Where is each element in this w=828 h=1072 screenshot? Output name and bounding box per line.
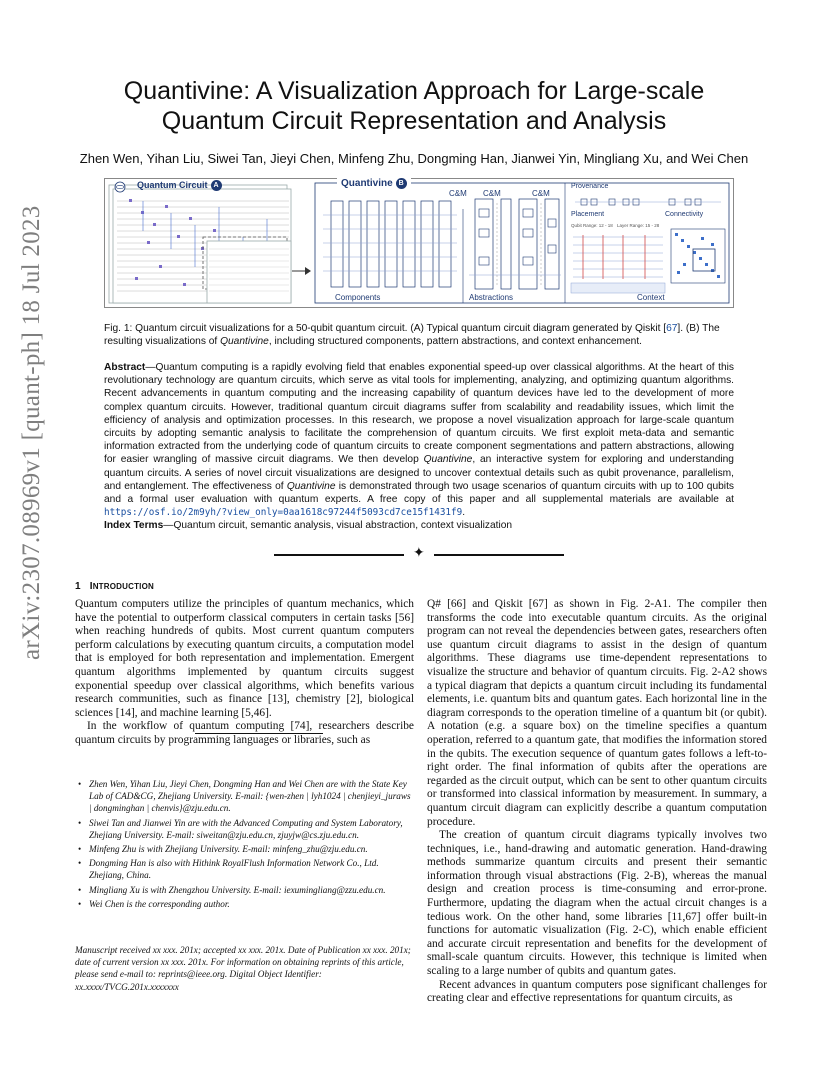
caption-text-3: , including structured components, pattern abstractions, and context enhancement. [268,336,643,347]
abstract-text-3: is demonstrated through two usage scenarios of quantum circuits with up to 100 qubits and a formal user evaluation with quantum experts. A free copy of this paper and all supplemental materials are available at [104,480,734,506]
divider-line-left [274,554,404,556]
panel-a-title: Quantum Circuit [137,180,208,190]
intro-paragraph-5: Recent advances in quantum computers pose significant challenges for creating clear and effective representations for quantum circuits, as [427,978,767,1005]
context-label: Context [637,293,665,302]
footnote-item: • Dongming Han is also with Hithink RoyalFlush Information Network Co., Ltd. Zhejiang, China. [89,857,414,881]
panel-b-badge: B [396,178,407,189]
caption-text-2: ]. (B) The resulting visualizations of [104,323,720,347]
author-list: Zhen Wen, Yihan Liu, Siwei Tan, Jieyi Chen, Minfeng Zhu, Dongming Han, Jianwei Yin, Mingliang Xu, and Wei Chen [79,151,749,166]
cm-label-1: C&M [449,189,467,198]
footnote-item: • Wei Chen is the corresponding author. [89,898,414,910]
footnote-item: • Minfeng Zhu is with Zhejiang University. E-mail: minfeng_zhu@zju.edu.cn. [89,843,414,855]
components-label: Components [335,293,381,302]
divider-line-right [434,554,564,556]
paper-title [0,76,828,136]
caption-text-1: Fig. 1: Quantum circuit visualizations for a 50-qubit quantum circuit. (A) Typical quantum circuit diagram generated by Qiskit [ [104,323,667,334]
intro-paragraph-2: In the workflow of quantum computing [74], researchers describe quantum circuits by programming languages or libraries, such as [75,720,414,746]
cm-label-3: C&M [532,189,550,198]
title-line-1: Quantivine: A Visualization Approach for Large-scale [123,77,705,105]
cm-label-2: C&M [483,189,501,198]
footnote-item: • Zhen Wen, Yihan Liu, Jieyi Chen, Dongming Han and Wei Chen are with the State Key Lab of CAD&CG, Zhejiang University. E-mail: {wen-zhen | lyh1024 | chenjieyi_juraws | dongminghan | chenvis}@zju.edu.cn. [89,778,414,815]
connectivity-label: Connectivity [665,211,704,218]
panel-b-label [337,178,411,189]
caption-system-name: Quantivine [220,336,269,347]
arxiv-side-stamp: arXiv:2307.08969v1 [quant-ph] 18 Jul 2023 [18,205,45,660]
affiliation-footnotes [75,778,414,912]
footnote-item: • Mingliang Xu is with Zhengzhou University. E-mail: iexumingliang@zzu.edu.cn. [89,884,414,896]
teaser-figure [104,178,734,308]
abstract-system-name-1: Quantivine [423,454,473,466]
teaser-figure-graphic [105,179,733,307]
panel-b-title: Quantivine [341,178,393,190]
intro-paragraph-4: The creation of quantum circuit diagrams typically involves two techniques, i.e., hand-drawing and automatic generation. Hand-drawing methods summarize quantum circuits and present their semantic information through visual abstractions (Fig. 2-B), whereas the manual design and creation process is time-consuming and error-prone. Furthermore, updating the diagram when the actual circuit changes is a tedious work. On the other hand, some libraries [11,67] offer built-in functions for automatic visualization (Fig. 2-C), which enable efficient and accurate circuit representation and benefits for the development of small-scale quantum circuits. However, this technique is limited when scaling to a large number of qubits and quantum gates. [427,829,767,978]
abstract-system-name-2: Quantivine [286,480,336,492]
footnote-item: • Siwei Tan and Jianwei Yin are with the Advanced Computing and System Laboratory, Zhejiang University. E-mail: siweitan@zju.edu.cn, zjuyjw@cs.zju.edu.cn. [89,817,414,841]
abstract-label: Abstract [104,362,146,373]
figure-caption [104,322,734,348]
layer-range-label: Layer Range: 15 - 28 [617,223,660,228]
index-terms-label: Index Terms [104,520,164,531]
placement-label: Placement [571,211,605,218]
qubit-range-label: Qubit Range: 12 - 18 [571,223,613,228]
intro-paragraph-1: Quantum computers utilize the principles of quantum mechanics, which have the potential to outperform classical computers in certain tasks [56] when reaching hundreds of qubits. Most current quantum computers perform calculations by executing quantum circuits, a computation model that is employed for both representation and implementation. Emergent quantum algorithms implemented by quantum circuits suggest exponential speedup over classical algorithms, which benefits various research communities, such as finance [13], chemistry [2], biological sciences [14], and machine learning [5,46]. [75,598,414,719]
section-divider [274,548,564,562]
section-title-initial: I [89,581,93,592]
right-column [427,598,767,1006]
panel-a-badge: A [211,180,222,191]
abstract-text-2: , an interactive system for exploring and understanding quantum circuits. A series of novel circuit visualizations are designed to uncover contextual details such as qubit provenance, parallelism, and entanglement. The effectiveness of [104,454,734,492]
index-terms-text: —Quantum circuit, semantic analysis, visual abstraction, context visualization [163,520,513,531]
abstract-text-1: —Quantum computing is a rapidly evolving field that enables exponential speed-up over classical algorithms. At the heart of this revolutionary technology are quantum circuits, which serve as vital tools for implementing, analyzing, and optimizing quantum algorithms. Recent advancements in quantum computing and the increasing capability of quantum devices have led to the development of more complex quantum circuits. However, traditional quantum circuit diagrams suffer from scalability and readability issues, which limit the efficiency of analysis and optimization processes. In this research, we propose a novel visualization approach for large-scale quantum circuits by adopting semantic analysis to facilitate the comprehension of quantum circuits. We first exploit meta-data and semantic information extracted from the underlying code of quantum circuits to create component segmentations and pattern abstractions, allowing for easier wrangling of massive circuit diagrams. We then develop [104,362,734,466]
left-column [75,598,414,748]
divider-star-icon: ✦ [413,546,425,561]
section-heading [75,581,154,592]
index-terms [104,520,734,531]
caption-citation-link[interactable]: 67 [666,323,678,334]
section-title-rest: NTRODUCTION [92,582,154,591]
panel-a-label [137,180,222,191]
abstract-end: . [462,507,466,519]
abstract [104,361,734,519]
intro-paragraph-3: Q# [66] and Qiskit [67] as shown in Fig. 2-A1. The compiler then transforms the code into executable quantum circuits. As the original program can not reveal the dependencies between gates, researchers often use quantum circuit diagrams to assist in the design of quantum algorithms. These diagrams use time-dependent representations to visualize the structure and behavior of quantum circuits. Fig. 2-A2 shows a typical diagram that depicts a quantum circuit including its fundamental elements, i.e. quantum bits and quantum gates. Each horizontal line in the diagram corresponds to the operation timeline of a quantum bit (or qubit). A notation (e.g. a square box) on the timeline specifies a quantum operation, referred to a quantum gate, that modifies the information stored in the qubits. The execution sequence of quantum gates follows a left-to-right order. The final information of qubits after the operations are regarded as the circuit output, which can be sent to other quantum circuits or transformed into classical information by measurement. In summary, a quantum circuit diagram can explicitly describe a quantum computation procedure. [427,598,767,828]
footnote-rule [195,733,323,734]
manuscript-note: Manuscript received xx xxx. 201x; accepted xx xxx. 201x. Date of Publication xx xxx. 201x; date of current version xx xxx. 201x. For information on obtaining reprints of this article, please send e-mail to: reprints@ieee.org. Digital Object Identifier: xx.xxxx/TVCG.201x.xxxxxxx [75,945,411,992]
supplemental-url-link[interactable]: https://osf.io/2m9yh/?view_only=0aa1618c97244f5093cd7ce15f1431f9 [104,507,463,519]
abstractions-label: Abstractions [469,293,514,302]
section-number: 1 [75,581,81,592]
title-line-2: Quantum Circuit Representation and Analysis [161,107,667,135]
provenance-label: Provenance [571,183,609,190]
